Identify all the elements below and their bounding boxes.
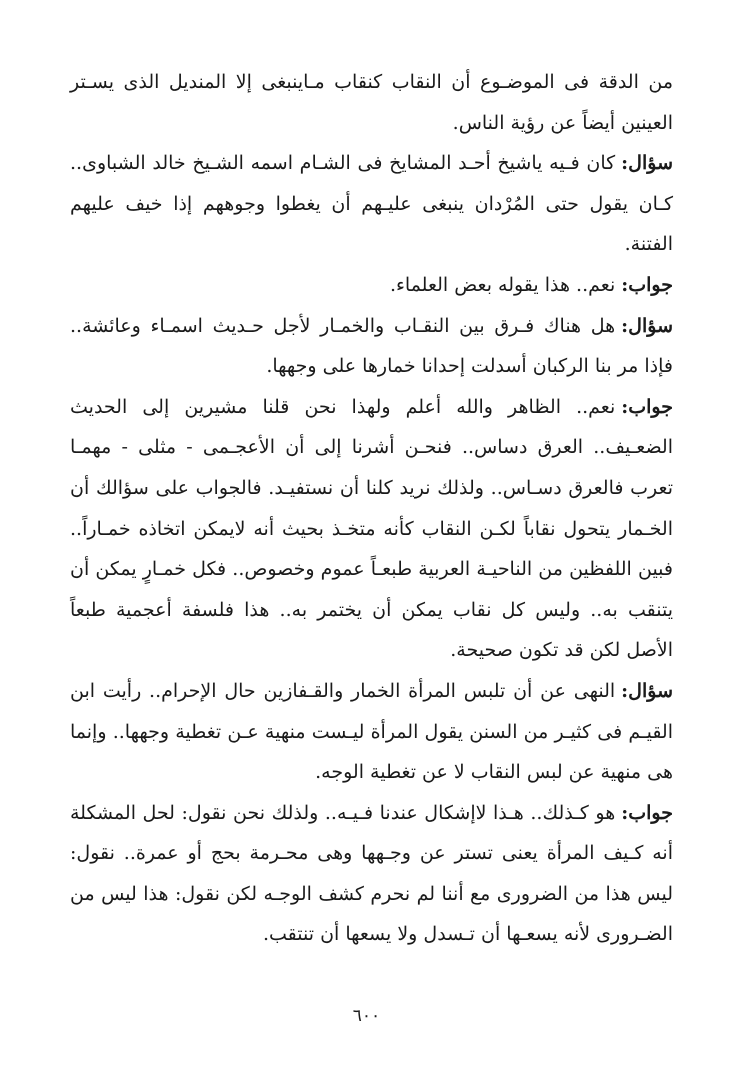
answer-block [70,265,673,306]
question-text: كان فـيه ياشيخ أحـد المشايخ فى الشـام اسمه الشـيخ خالد الشباوى.. كـان يقول حتى المُرْدان ينبغى عليـهم أن يغطوا وجوههم إذا خيف عليهم الفتنة. [70,152,673,256]
paragraph-text: من الدقة فى الموضـوع أن النقاب كنقاب مـاينبغى إلا المنديل الذى يسـتر العينين أيضاً عن رؤية الناس. [70,71,673,134]
question-text: هل هناك فـرق بين النقـاب والخمـار لأجل حـديث اسمـاء وعائشة.. فإذا مر بنا الركبان أسدلت إحدانا خمارها على وجهها. [70,314,673,378]
paragraph-intro [70,62,673,143]
answer-block [70,387,673,671]
question-block [70,143,673,265]
answer-text: هو كـذلك.. هـذا لاإشكال عندنا فـيـه.. ولذلك نحن نقول: لحل المشكلة أنه كـيف المرأة يعنى تستر عن وجـهها وهى محـرمة بحج أو عمرة.. نقول: ليس هذا من الضرورى مع أننا لم نحرم كشف الوجـه لكن نقول: هذا ليس من الضـرورى لأنه يسعـها أن تـسدل ولا يسعها أن تنتقب. [70,801,673,946]
question-label: سؤال: [621,679,673,702]
answer-block [70,793,673,955]
answer-label: جواب: [621,395,673,418]
answer-label: جواب: [621,273,673,296]
answer-text: نعم.. هذا يقوله بعض العلماء. [389,273,616,296]
question-label: سؤال: [621,314,673,337]
page-number: ٦٠٠ [352,1006,381,1026]
question-block [70,306,673,387]
question-label: سؤال: [621,152,673,175]
question-block [70,671,673,793]
question-text: النهى عن أن تلبس المرأة الخمار والقـفازين حال الإحرام.. رأيت ابن القيـم فى كثيـر من السنن يقول المرأة ليـست منهية عـن تغطية وجهها.. وإنما هى منهية عن لبس النقاب لا عن تغطية الوجه. [70,679,673,784]
answer-label: جواب: [621,801,673,824]
answer-text: نعم.. الظاهر والله أعلم ولهذا نحن قلنا مشيرين إلى الحديث الضعـيف.. العرق دساس.. فنحـن أشرنا إلى أن الأعجـمى - مثلى - مهمـا تعرب فالعرق دسـاس.. ولذلك نريد كلنا أن نستفيـد. فالجواب على سؤالك أن الخـمار يتحول نقاباً لكـن النقاب كأنه متخـذ بحيث أنه لايمكن اتخاذه خمـاراً.. فبين اللفظين من الناحيـة العربية طبعـاً عموم وخصوص.. فكل خمـارٍ يمكن أن يتنقب به.. وليس كل نقاب يمكن أن يختمر به.. هذا فلسفة أعجمية طبعاً الأصل لكن قد تكون صحيحة. [70,395,673,662]
